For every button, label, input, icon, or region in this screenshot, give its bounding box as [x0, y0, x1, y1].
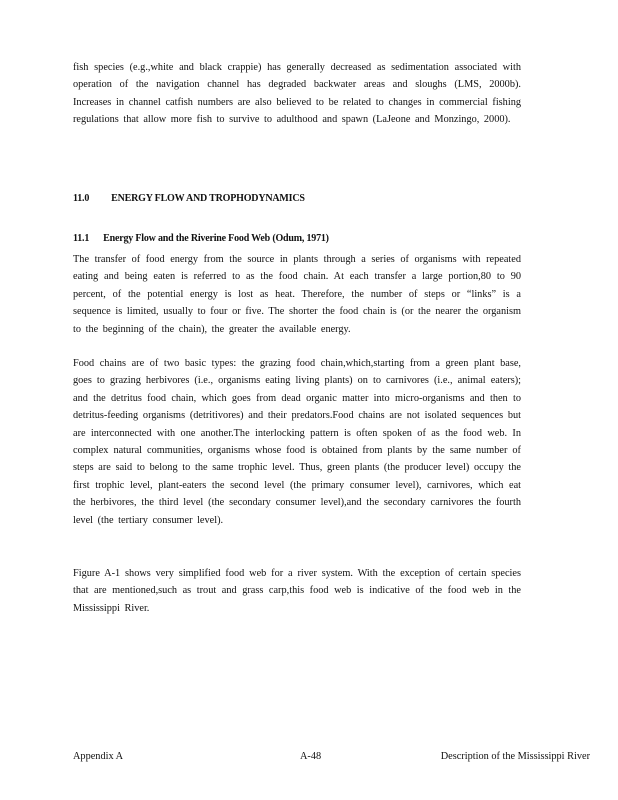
section-number: 11.0: [73, 193, 90, 204]
section-heading: [73, 193, 305, 204]
figure-reference-paragraph: Figure A-1 shows very simplified food web for a river system. With the exception of certain species that are mentioned,such as trout and grass carp,this food web is indicative of the food web in the Mississippi River.: [73, 568, 521, 614]
food-web-paragraph: Food chains are of two basic types: the grazing food chain,which,starting from a green plant base, goes to grazing herbivores (i.e., organisms eating living plants) on to carnivores (i.e., animal eaters); and the detritus food chain, which goes from dead organic matter into micro-organisms and then to detritus-feeding organisms (detritivores) and their predators.Food chains are not isolated sequences but are interconnected with one another.The interlocking pattern is often spoken of as the food web. In complex natural communities, organisms whose food is obtained from plants by the same number of steps are said to belong to the same trophic level. Thus, green plants (the producer level) occupy the first trophic level, plant-eaters the second level (the primary consumer level), carnivores, which eat the herbivores, the third level (the secondary consumer level),and the secondary carnivores the fourth level (the tertiary consumer level).: [73, 358, 521, 526]
section-title: ENERGY FLOW AND TROPHODYNAMICS: [111, 193, 305, 204]
footer-page-number: A-48: [300, 751, 322, 762]
footer-right: Description of the Mississippi River: [440, 751, 590, 762]
subsection-heading: [73, 233, 329, 244]
subsection-title: Energy Flow and the Riverine Food Web (Odum, 1971): [103, 233, 329, 244]
food-chain-paragraph: The transfer of food energy from the source in plants through a series of organisms with repeated eating and being eaten is referred to as the food chain. At each transfer a large portion,80 to 90 percent, of the potential energy is lost as heat. Therefore, the number of steps or “links” is a sequence is limited, usually to four or five. The shorter the food chain is (or the nearer the organism to the beginning of the chain), the greater the available energy.: [73, 254, 521, 335]
footer-left: Appendix A: [73, 751, 124, 762]
subsection-number: 11.1: [73, 233, 90, 244]
intro-paragraph: fish species (e.g.,white and black crappie) has generally decreased as sedimentation associated with operation of the navigation channel has degraded backwater areas and sloughs (LMS, 2000b). Increases in channel catfish numbers are also believed to be related to changes in commercial fishing regulations that allow more fish to survive to adulthood and spawn (LaJeone and Monzingo, 2000).: [73, 62, 521, 126]
